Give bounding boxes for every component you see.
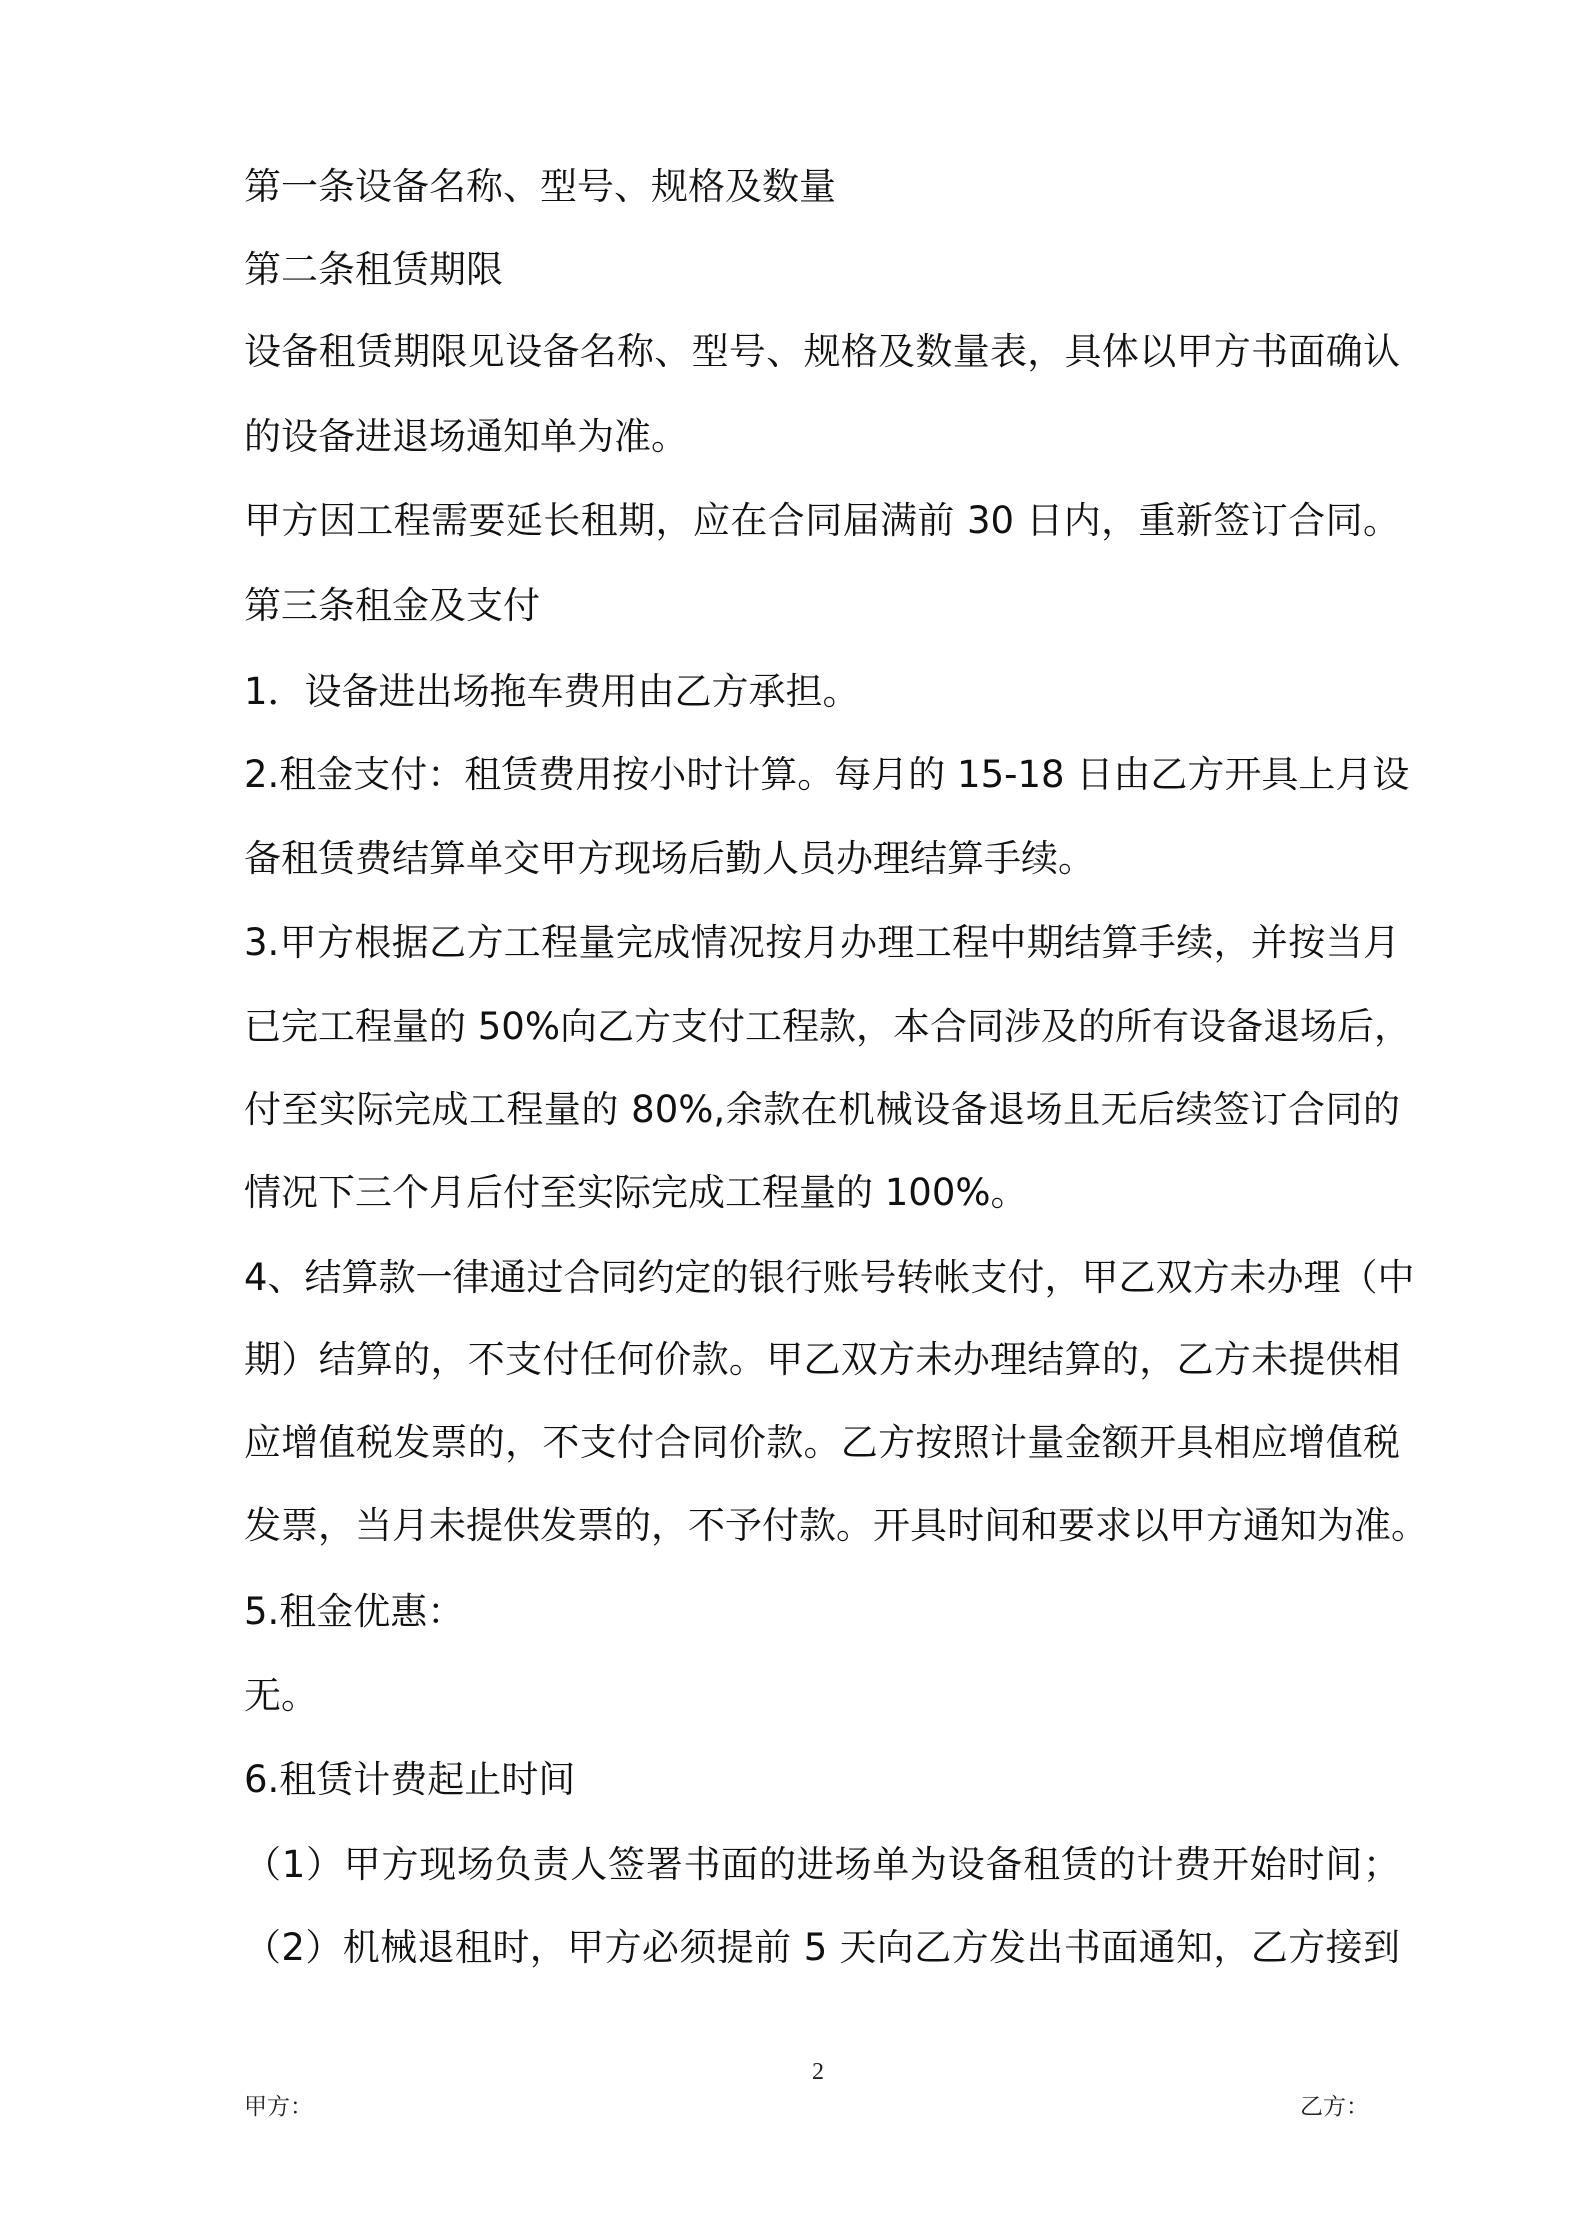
paragraph-line: 设备租赁期限见设备名称、型号、规格及数量表，具体以甲方书面确认: [244, 330, 1400, 373]
paragraph-line: 应增值税发票的，不支付合同价款。乙方按照计量金额开具相应增值税: [244, 1421, 1400, 1464]
paragraph-line: 甲方因工程需要延长租期，应在合同届满前 30 日内，重新签订合同。: [244, 499, 1400, 542]
paragraph-line: （1）甲方现场负责人签署书面的进场单为设备租赁的计费开始时间；: [244, 1843, 1400, 1886]
paragraph-line: 5.租金优惠：: [244, 1590, 465, 1633]
paragraph-line: 已完工程量的 50%向乙方支付工程款，本合同涉及的所有设备退场后，: [244, 1005, 1411, 1048]
paragraph-line: 付至实际完成工程量的 80%,余款在机械设备退场且无后续签订合同的: [244, 1088, 1400, 1131]
paragraph-line: （2）机械退租时，甲方必须提前 5 天向乙方发出书面通知，乙方接到: [244, 1926, 1400, 1969]
clause-3-heading: 第三条租金及支付: [244, 584, 540, 627]
paragraph-line: 1．设备进出场拖车费用由乙方承担。: [244, 670, 860, 713]
paragraph-line: 备租赁费结算单交甲方现场后勤人员办理结算手续。: [244, 837, 1095, 880]
paragraph-line: 无。: [244, 1674, 318, 1717]
paragraph-line: 2.租金支付：租赁费用按小时计算。每月的 15-18 日由乙方开具上月设: [244, 753, 1410, 796]
paragraph-line: 情况下三个月后付至实际完成工程量的 100%。: [244, 1171, 1028, 1214]
paragraph-line: 期）结算的，不支付任何价款。甲乙双方未办理结算的，乙方未提供相: [244, 1338, 1400, 1381]
party-a-signature-label: 甲方：: [244, 2094, 313, 2119]
paragraph-line: 6.租赁计费起止时间: [244, 1758, 576, 1801]
clause-1-heading: 第一条设备名称、型号、规格及数量: [244, 165, 836, 208]
paragraph-line: 3.甲方根据乙方工程量完成情况按月办理工程中期结算手续，并按当月: [244, 921, 1400, 964]
paragraph-line: 4、结算款一律通过合同约定的银行账号转帐支付，甲乙双方未办理（中: [244, 1256, 1415, 1299]
paragraph-line: 的设备进退场通知单为准。: [244, 415, 688, 458]
paragraph-line: 发票，当月未提供发票的，不予付款。开具时间和要求以甲方通知为准。: [244, 1504, 1428, 1547]
party-b-signature-label: 乙方：: [1300, 2094, 1369, 2119]
page-number: 2: [812, 2059, 824, 2085]
clause-2-heading: 第二条租赁期限: [244, 248, 503, 291]
